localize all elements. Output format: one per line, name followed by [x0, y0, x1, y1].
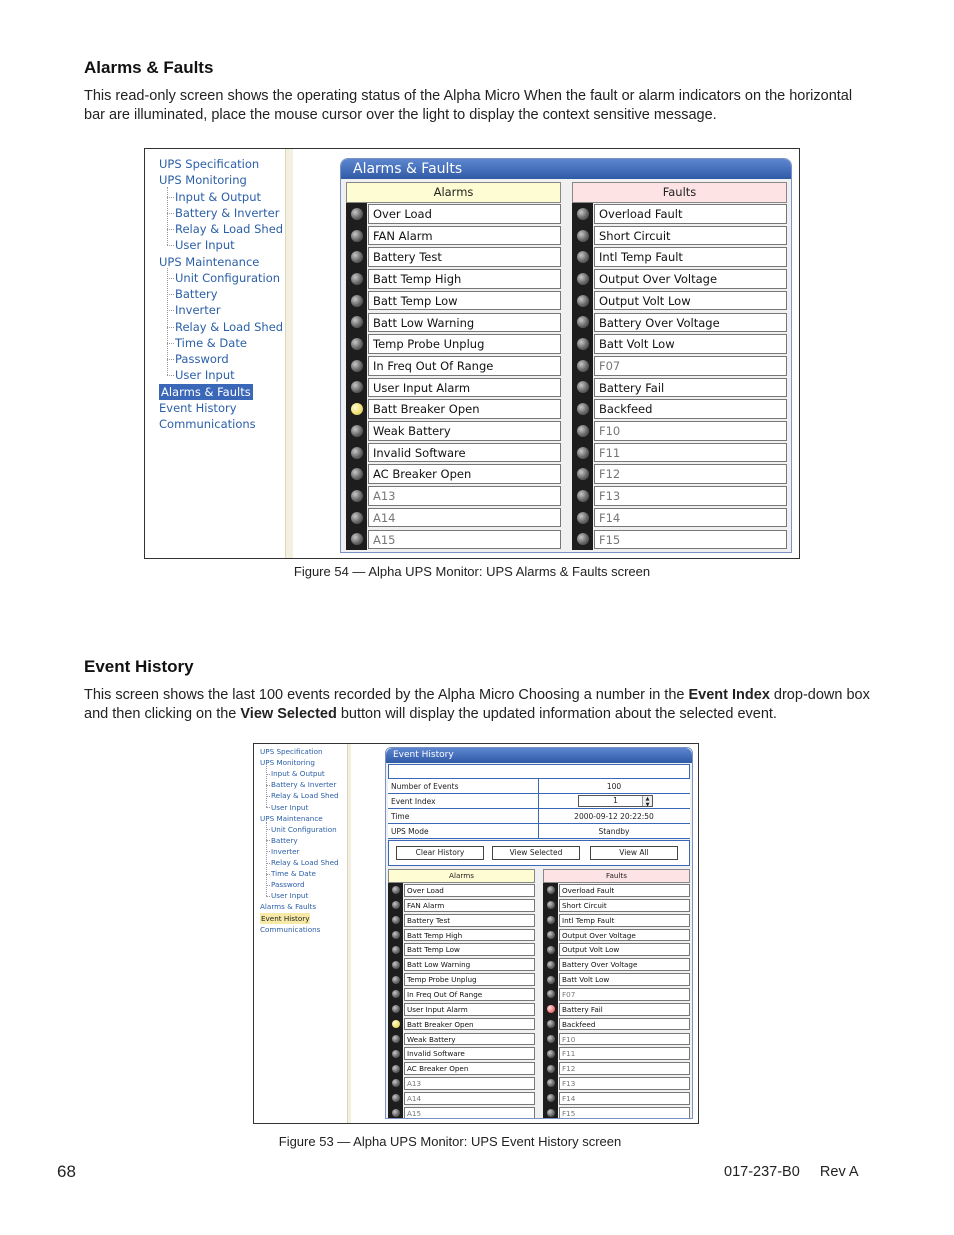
fault-f14: F14 [594, 508, 787, 528]
alarm-ac-breaker-open: AC Breaker Open [404, 1062, 535, 1075]
alarm-batt-temp-high: Batt Temp High [404, 929, 535, 942]
nav-item-relay-and-load-shed[interactable]: Relay & Load Shed [271, 791, 339, 801]
panel-title: Alarms & Faults [341, 159, 791, 179]
alarms-faults-screenshot [144, 148, 800, 559]
alarm-fan-alarm: FAN Alarm [404, 899, 535, 912]
alarm-led-icon[interactable] [351, 403, 363, 415]
alarm-in-freq-out-of-range: In Freq Out Of Range [368, 356, 561, 376]
fault-battery-fail: Battery Fail [594, 378, 787, 398]
tree-connector [167, 229, 174, 230]
alarm-over-load: Over Load [368, 204, 561, 224]
nav-item-ups-monitoring[interactable]: UPS Monitoring [260, 758, 315, 768]
fault-led-icon[interactable] [547, 1005, 555, 1013]
figure-caption-54: Figure 54 — Alpha UPS Monitor: UPS Alarms & Faults screen [293, 564, 651, 579]
alarm-batt-temp-low: Batt Temp Low [404, 943, 535, 956]
nav-item-time-and-date[interactable]: Time & Date [175, 335, 247, 350]
tree-connector [167, 294, 174, 295]
alarm-led-icon[interactable] [351, 338, 363, 350]
nav-item-ups-specification[interactable]: UPS Specification [260, 747, 323, 756]
alarm-led-icon[interactable] [351, 381, 363, 393]
fault-led-icon[interactable] [547, 1035, 555, 1043]
alarm-led-icon[interactable] [351, 251, 363, 263]
page-number: 68 [57, 1162, 76, 1181]
alarm-led-icon[interactable] [392, 1065, 400, 1073]
view-all-button[interactable]: View All [590, 846, 678, 860]
info-row-ups-mode [388, 824, 690, 839]
faults-header: Faults [543, 869, 690, 883]
panel-title: Event History [386, 748, 692, 763]
info-label: Time [391, 812, 410, 821]
alarm-led-icon[interactable] [351, 295, 363, 307]
tree-connector [167, 375, 174, 376]
alarm-batt-breaker-open: Batt Breaker Open [368, 399, 561, 419]
fault-f13: F13 [559, 1077, 690, 1090]
alarm-battery-test: Battery Test [404, 914, 535, 927]
nav-item-user-input[interactable]: User Input [271, 891, 309, 901]
alarm-battery-test: Battery Test [368, 247, 561, 267]
fault-f07: F07 [594, 356, 787, 376]
fault-output-volt-low: Output Volt Low [559, 943, 690, 956]
fault-overload-fault: Overload Fault [559, 884, 690, 897]
alarm-temp-probe-unplug: Temp Probe Unplug [404, 973, 535, 986]
section-heading-event-history: Event History [84, 657, 194, 676]
fault-led-icon[interactable] [577, 316, 589, 328]
nav-item-user-input[interactable]: User Input [271, 802, 309, 812]
alarm-in-freq-out-of-range: In Freq Out Of Range [404, 988, 535, 1001]
fault-led-icon[interactable] [547, 931, 555, 939]
alarm-led-icon[interactable] [351, 533, 363, 545]
info-value: 2000-09-12 20:22:50 [574, 812, 654, 821]
fault-f10: F10 [594, 421, 787, 441]
nav-item-user-input[interactable]: User Input [175, 368, 235, 383]
info-value: 100 [606, 782, 622, 791]
alarm-weak-battery: Weak Battery [368, 421, 561, 441]
fault-output-over-voltage: Output Over Voltage [559, 929, 690, 942]
alarm-led-icon[interactable] [351, 490, 363, 502]
fault-batt-volt-low: Batt Volt Low [594, 334, 787, 354]
alarms-header: Alarms [388, 869, 535, 883]
alarm-led-icon[interactable] [351, 208, 363, 220]
clear-history-button[interactable]: Clear History [396, 846, 484, 860]
alarm-a13: A13 [368, 486, 561, 506]
alarms-header: Alarms [346, 182, 561, 203]
nav-item-relay-and-load-shed[interactable]: Relay & Load Shed [271, 858, 339, 867]
tree-connector [167, 327, 174, 328]
fault-output-over-voltage: Output Over Voltage [594, 269, 787, 289]
nav-item-user-input[interactable]: User Input [175, 238, 235, 253]
nav-item-inverter[interactable]: Inverter [271, 846, 300, 856]
fault-led-icon[interactable] [577, 425, 589, 437]
nav-item-alarms-and-faults[interactable]: Alarms & Faults [260, 902, 317, 912]
alarm-led-icon[interactable] [351, 230, 363, 242]
fault-short-circuit: Short Circuit [594, 226, 787, 246]
fault-intl-temp-fault: Intl Temp Fault [559, 914, 690, 927]
fault-short-circuit: Short Circuit [559, 899, 690, 912]
event-index-spinner[interactable] [578, 795, 653, 807]
alarm-invalid-software: Invalid Software [368, 443, 561, 463]
alarm-batt-temp-low: Batt Temp Low [368, 291, 561, 311]
nav-divider [285, 149, 293, 558]
info-value: Standby [598, 827, 630, 836]
info-label: UPS Mode [391, 827, 429, 836]
fault-led-icon[interactable] [577, 338, 589, 350]
fault-led-icon[interactable] [547, 901, 555, 909]
alarm-led-icon[interactable] [392, 1109, 400, 1117]
nav-tree [254, 744, 346, 1123]
tree-connector [167, 278, 174, 279]
alarm-a15: A15 [404, 1107, 535, 1119]
section-text-alarms-faults: This read-only screen shows the operating status of the Alpha Micro When the fault or alarm indicators on the horizontal bar are illuminated, place the mouse cursor over the light to display the context sensitive message. [84, 88, 853, 123]
nav-item-password[interactable]: Password [175, 352, 229, 366]
alarm-led-icon[interactable] [351, 316, 363, 328]
fault-f11: F11 [559, 1047, 690, 1060]
fault-intl-temp-fault: Intl Temp Fault [594, 247, 787, 267]
alarm-a14: A14 [368, 508, 561, 528]
info-header-bar [388, 764, 690, 779]
alarm-led-icon[interactable] [392, 990, 400, 998]
alarm-batt-breaker-open: Batt Breaker Open [404, 1018, 535, 1031]
tree-line [266, 766, 267, 807]
alarm-led-icon[interactable] [351, 425, 363, 437]
alarm-led-icon[interactable] [392, 1050, 400, 1058]
nav-item-input-and-output[interactable]: Input & Output [271, 769, 325, 779]
nav-item-event-history[interactable]: Event History [159, 400, 237, 415]
fault-led-icon[interactable] [547, 1109, 555, 1117]
alarm-ac-breaker-open: AC Breaker Open [368, 464, 561, 484]
alarm-led-icon[interactable] [392, 976, 400, 984]
nav-item-relay-and-load-shed[interactable]: Relay & Load Shed [175, 222, 284, 236]
alarm-led-icon[interactable] [351, 273, 363, 285]
event-history-screenshot [253, 743, 699, 1124]
alarm-invalid-software: Invalid Software [404, 1047, 535, 1060]
nav-item-alarms-and-faults[interactable]: Alarms & Faults [161, 384, 251, 399]
tree-connector [167, 359, 174, 360]
nav-item-battery-and-inverter[interactable]: Battery & Inverter [271, 780, 337, 790]
nav-item-event-history[interactable]: Event History [261, 913, 310, 923]
fault-led-icon[interactable] [547, 916, 555, 924]
fault-f15: F15 [594, 530, 787, 550]
faults-header: Faults [572, 182, 787, 203]
fault-led-icon[interactable] [547, 1020, 555, 1028]
fault-overload-fault: Overload Fault [594, 204, 787, 224]
event-index-value: 1 [613, 796, 618, 805]
nav-item-time-and-date[interactable]: Time & Date [271, 869, 316, 879]
fault-led-icon[interactable] [547, 946, 555, 954]
alarm-a14: A14 [404, 1092, 535, 1105]
nav-item-ups-monitoring[interactable]: UPS Monitoring [159, 173, 247, 188]
fault-led-icon[interactable] [577, 208, 589, 220]
fault-backfeed: Backfeed [594, 399, 787, 419]
fault-led-icon[interactable] [577, 273, 589, 285]
fault-battery-over-voltage: Battery Over Voltage [594, 313, 787, 333]
fault-batt-volt-low: Batt Volt Low [559, 973, 690, 986]
alarm-led-icon[interactable] [392, 961, 400, 969]
fault-f15: F15 [559, 1107, 690, 1119]
nav-item-relay-and-load-shed[interactable]: Relay & Load Shed [175, 319, 284, 334]
alarm-a13: A13 [404, 1077, 535, 1090]
info-label: Event Index [391, 797, 436, 806]
alarm-fan-alarm: FAN Alarm [368, 226, 561, 246]
alarm-led-icon[interactable] [351, 468, 363, 480]
alarm-led-icon[interactable] [392, 916, 400, 924]
alarm-temp-probe-unplug: Temp Probe Unplug [368, 334, 561, 354]
nav-tree [145, 149, 285, 558]
fault-f12: F12 [559, 1062, 690, 1075]
fault-backfeed: Backfeed [559, 1018, 690, 1031]
alarms-faults-panel [340, 158, 792, 553]
alarm-led-icon[interactable] [351, 360, 363, 372]
alarm-batt-low-warning: Batt Low Warning [404, 958, 535, 971]
info-divider [538, 794, 539, 808]
nav-item-ups-maintenance[interactable]: UPS Maintenance [159, 254, 260, 269]
fault-led-icon[interactable] [547, 961, 555, 969]
fault-output-volt-low: Output Volt Low [594, 291, 787, 311]
fault-led-icon[interactable] [577, 468, 589, 480]
alarm-led-icon[interactable] [392, 886, 400, 894]
fault-led-icon[interactable] [547, 1094, 555, 1102]
alarm-led-icon[interactable] [392, 946, 400, 954]
alarm-led-icon[interactable] [392, 931, 400, 939]
tree-connector [167, 343, 174, 344]
nav-divider [347, 744, 351, 1123]
fault-f07: F07 [559, 988, 690, 1001]
alarm-a15: A15 [368, 530, 561, 550]
tree-connector [266, 807, 270, 808]
fault-led-icon[interactable] [577, 360, 589, 372]
section-heading-alarms-faults: Alarms & Faults [84, 58, 214, 77]
info-label: Number of Events [391, 782, 459, 791]
tree-connector [167, 213, 174, 214]
tree-line [167, 268, 168, 376]
fault-led-icon[interactable] [577, 381, 589, 393]
nav-item-battery[interactable]: Battery [175, 287, 218, 301]
fault-led-icon[interactable] [547, 1065, 555, 1073]
alarm-led-icon[interactable] [392, 901, 400, 909]
fault-battery-over-voltage: Battery Over Voltage [559, 958, 690, 971]
alarm-user-input-alarm: User Input Alarm [368, 378, 561, 398]
document-id: 017-237-B0 Rev A [724, 1164, 859, 1180]
nav-item-communications[interactable]: Communications [260, 924, 321, 934]
fault-led-icon[interactable] [577, 447, 589, 459]
fault-battery-fail: Battery Fail [559, 1003, 690, 1016]
tree-connector [167, 245, 174, 246]
nav-item-ups-specification[interactable]: UPS Specification [159, 157, 260, 171]
nav-item-unit-configuration[interactable]: Unit Configuration [175, 270, 281, 285]
nav-item-communications[interactable]: Communications [159, 417, 256, 431]
view-selected-button[interactable]: View Selected [492, 846, 580, 860]
tree-line [266, 822, 267, 896]
fault-led-icon[interactable] [577, 295, 589, 307]
alarm-over-load: Over Load [404, 884, 535, 897]
info-row-event-index [388, 794, 690, 809]
tree-line [167, 187, 168, 246]
alarm-led-icon[interactable] [392, 1035, 400, 1043]
tree-connector [266, 896, 270, 897]
alarm-batt-temp-high: Batt Temp High [368, 269, 561, 289]
nav-item-inverter[interactable]: Inverter [175, 303, 221, 318]
alarm-user-input-alarm: User Input Alarm [404, 1003, 535, 1016]
spinner-arrows-icon[interactable]: ▲ ▼ [642, 796, 652, 806]
nav-item-input-and-output[interactable]: Input & Output [175, 189, 262, 204]
fault-f12: F12 [594, 464, 787, 484]
nav-item-unit-configuration[interactable]: Unit Configuration [271, 824, 337, 834]
info-row-number-of-events [388, 779, 690, 794]
alarm-batt-low-warning: Batt Low Warning [368, 313, 561, 333]
alarm-led-icon[interactable] [392, 1020, 400, 1028]
fault-led-icon[interactable] [577, 512, 589, 524]
fault-led-icon[interactable] [577, 490, 589, 502]
tree-connector [167, 310, 174, 311]
nav-item-battery[interactable]: Battery [271, 835, 298, 845]
info-row-time [388, 809, 690, 824]
event-history-panel [385, 747, 693, 1119]
alarm-led-icon[interactable] [392, 1005, 400, 1013]
fault-led-icon[interactable] [547, 886, 555, 894]
fault-f11: F11 [594, 443, 787, 463]
fault-led-icon[interactable] [577, 533, 589, 545]
nav-item-ups-maintenance[interactable]: UPS Maintenance [260, 813, 323, 823]
nav-item-password[interactable]: Password [271, 880, 305, 890]
fault-f10: F10 [559, 1033, 690, 1046]
fault-led-icon[interactable] [577, 403, 589, 415]
nav-item-battery-and-inverter[interactable]: Battery & Inverter [175, 205, 280, 220]
tree-connector [167, 197, 174, 198]
fault-led-icon[interactable] [547, 990, 555, 998]
fault-led-icon[interactable] [547, 976, 555, 984]
fault-f14: F14 [559, 1092, 690, 1105]
fault-f13: F13 [594, 486, 787, 506]
fault-led-icon[interactable] [577, 251, 589, 263]
alarm-led-icon[interactable] [392, 1094, 400, 1102]
section-text-event-history: This screen shows the last 100 events recorded by the Alpha Micro Choosing a number in the Event Index drop-down box and then clicking on the View Selected button will display the updated information about the selected event. [84, 687, 870, 722]
fault-led-icon[interactable] [577, 230, 589, 242]
alarm-weak-battery: Weak Battery [404, 1033, 535, 1046]
fault-led-icon[interactable] [547, 1050, 555, 1058]
figure-caption-53: Figure 53 — Alpha UPS Monitor: UPS Event History screen [278, 1134, 622, 1149]
alarm-led-icon[interactable] [351, 512, 363, 524]
alarm-led-icon[interactable] [351, 447, 363, 459]
